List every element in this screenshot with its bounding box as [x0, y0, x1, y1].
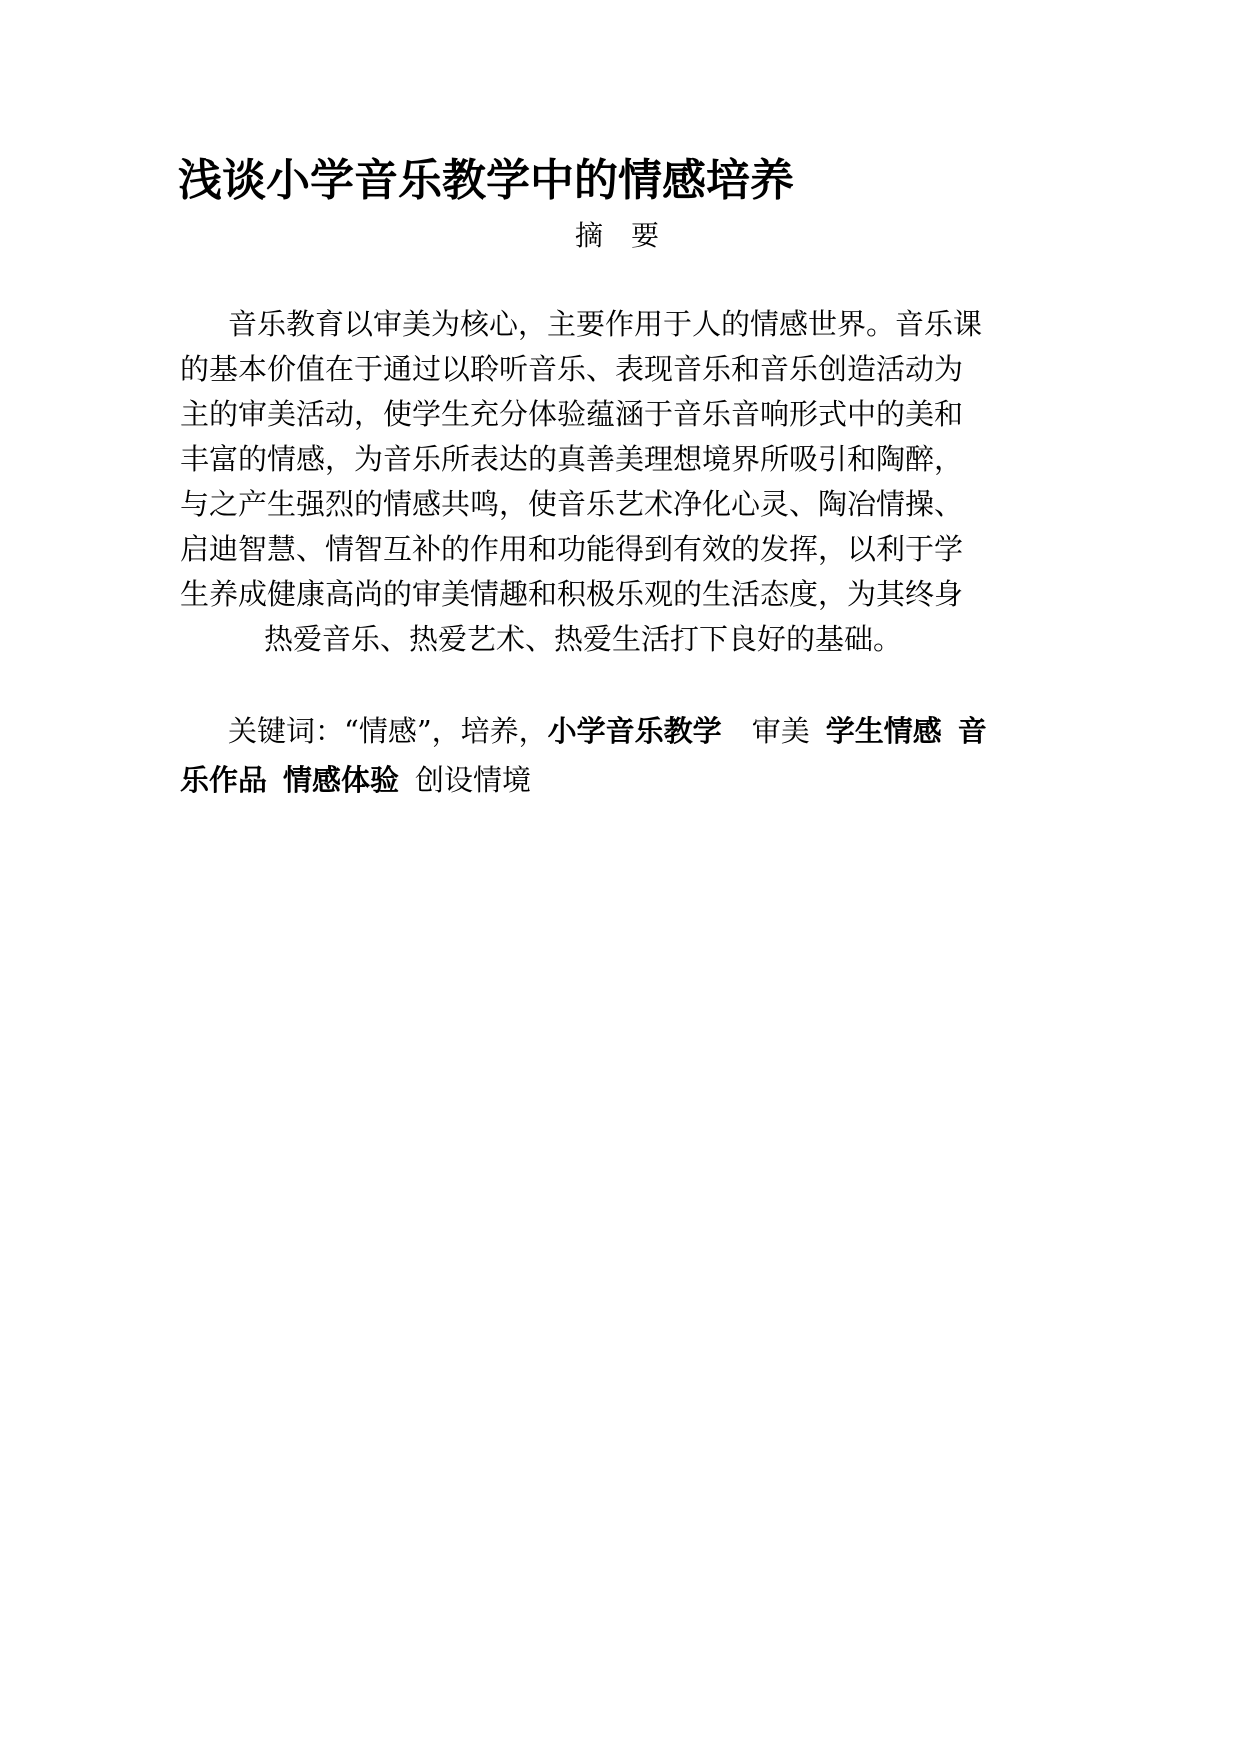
abstract-line: 丰富的情感，为音乐所表达的真善美理想境界所吸引和陶醉， — [180, 442, 964, 476]
keyword: 音 — [957, 714, 987, 748]
keyword: 学生情感 — [825, 714, 942, 748]
keywords-line — [180, 707, 1080, 756]
keyword: 创设情境 — [415, 763, 532, 797]
keyword: 审美 — [751, 714, 810, 748]
abstract-line: 的基本价值在于通过以聆听音乐、表现音乐和音乐创造活动为 — [180, 352, 964, 386]
abstract-line: 与之产生强烈的情感共鸣，使音乐艺术净化心灵、陶冶情操、 — [180, 487, 964, 521]
keyword: 乐作品 — [180, 763, 268, 797]
abstract-heading: 摘要 — [575, 219, 688, 252]
abstract-line: 生养成健康高尚的审美情趣和积极乐观的生活态度，为其终身 — [180, 577, 964, 611]
keyword: 情感体验 — [283, 763, 400, 797]
keywords-label: 关键词： — [228, 714, 345, 748]
keyword: 小学音乐教学 — [547, 714, 722, 748]
abstract-line: 启迪智慧、情智互补的作用和功能得到有效的发挥，以利于学 — [180, 532, 964, 566]
document-title: 浅谈小学音乐教学中的情感培养 — [178, 155, 794, 206]
abstract-line: 主的审美活动，使学生充分体验蕴涵于音乐音响形式中的美和 — [180, 397, 964, 431]
abstract-body — [180, 302, 1080, 662]
keyword: “情感”，培养， — [344, 714, 548, 748]
abstract-line: 热爱音乐、热爱艺术、热爱生活打下良好的基础。 — [264, 622, 903, 656]
abstract-line: 音乐教育以审美为核心，主要作用于人的情感世界。音乐课 — [228, 307, 983, 341]
keywords-section — [180, 707, 1080, 805]
keywords-line — [180, 756, 1080, 805]
